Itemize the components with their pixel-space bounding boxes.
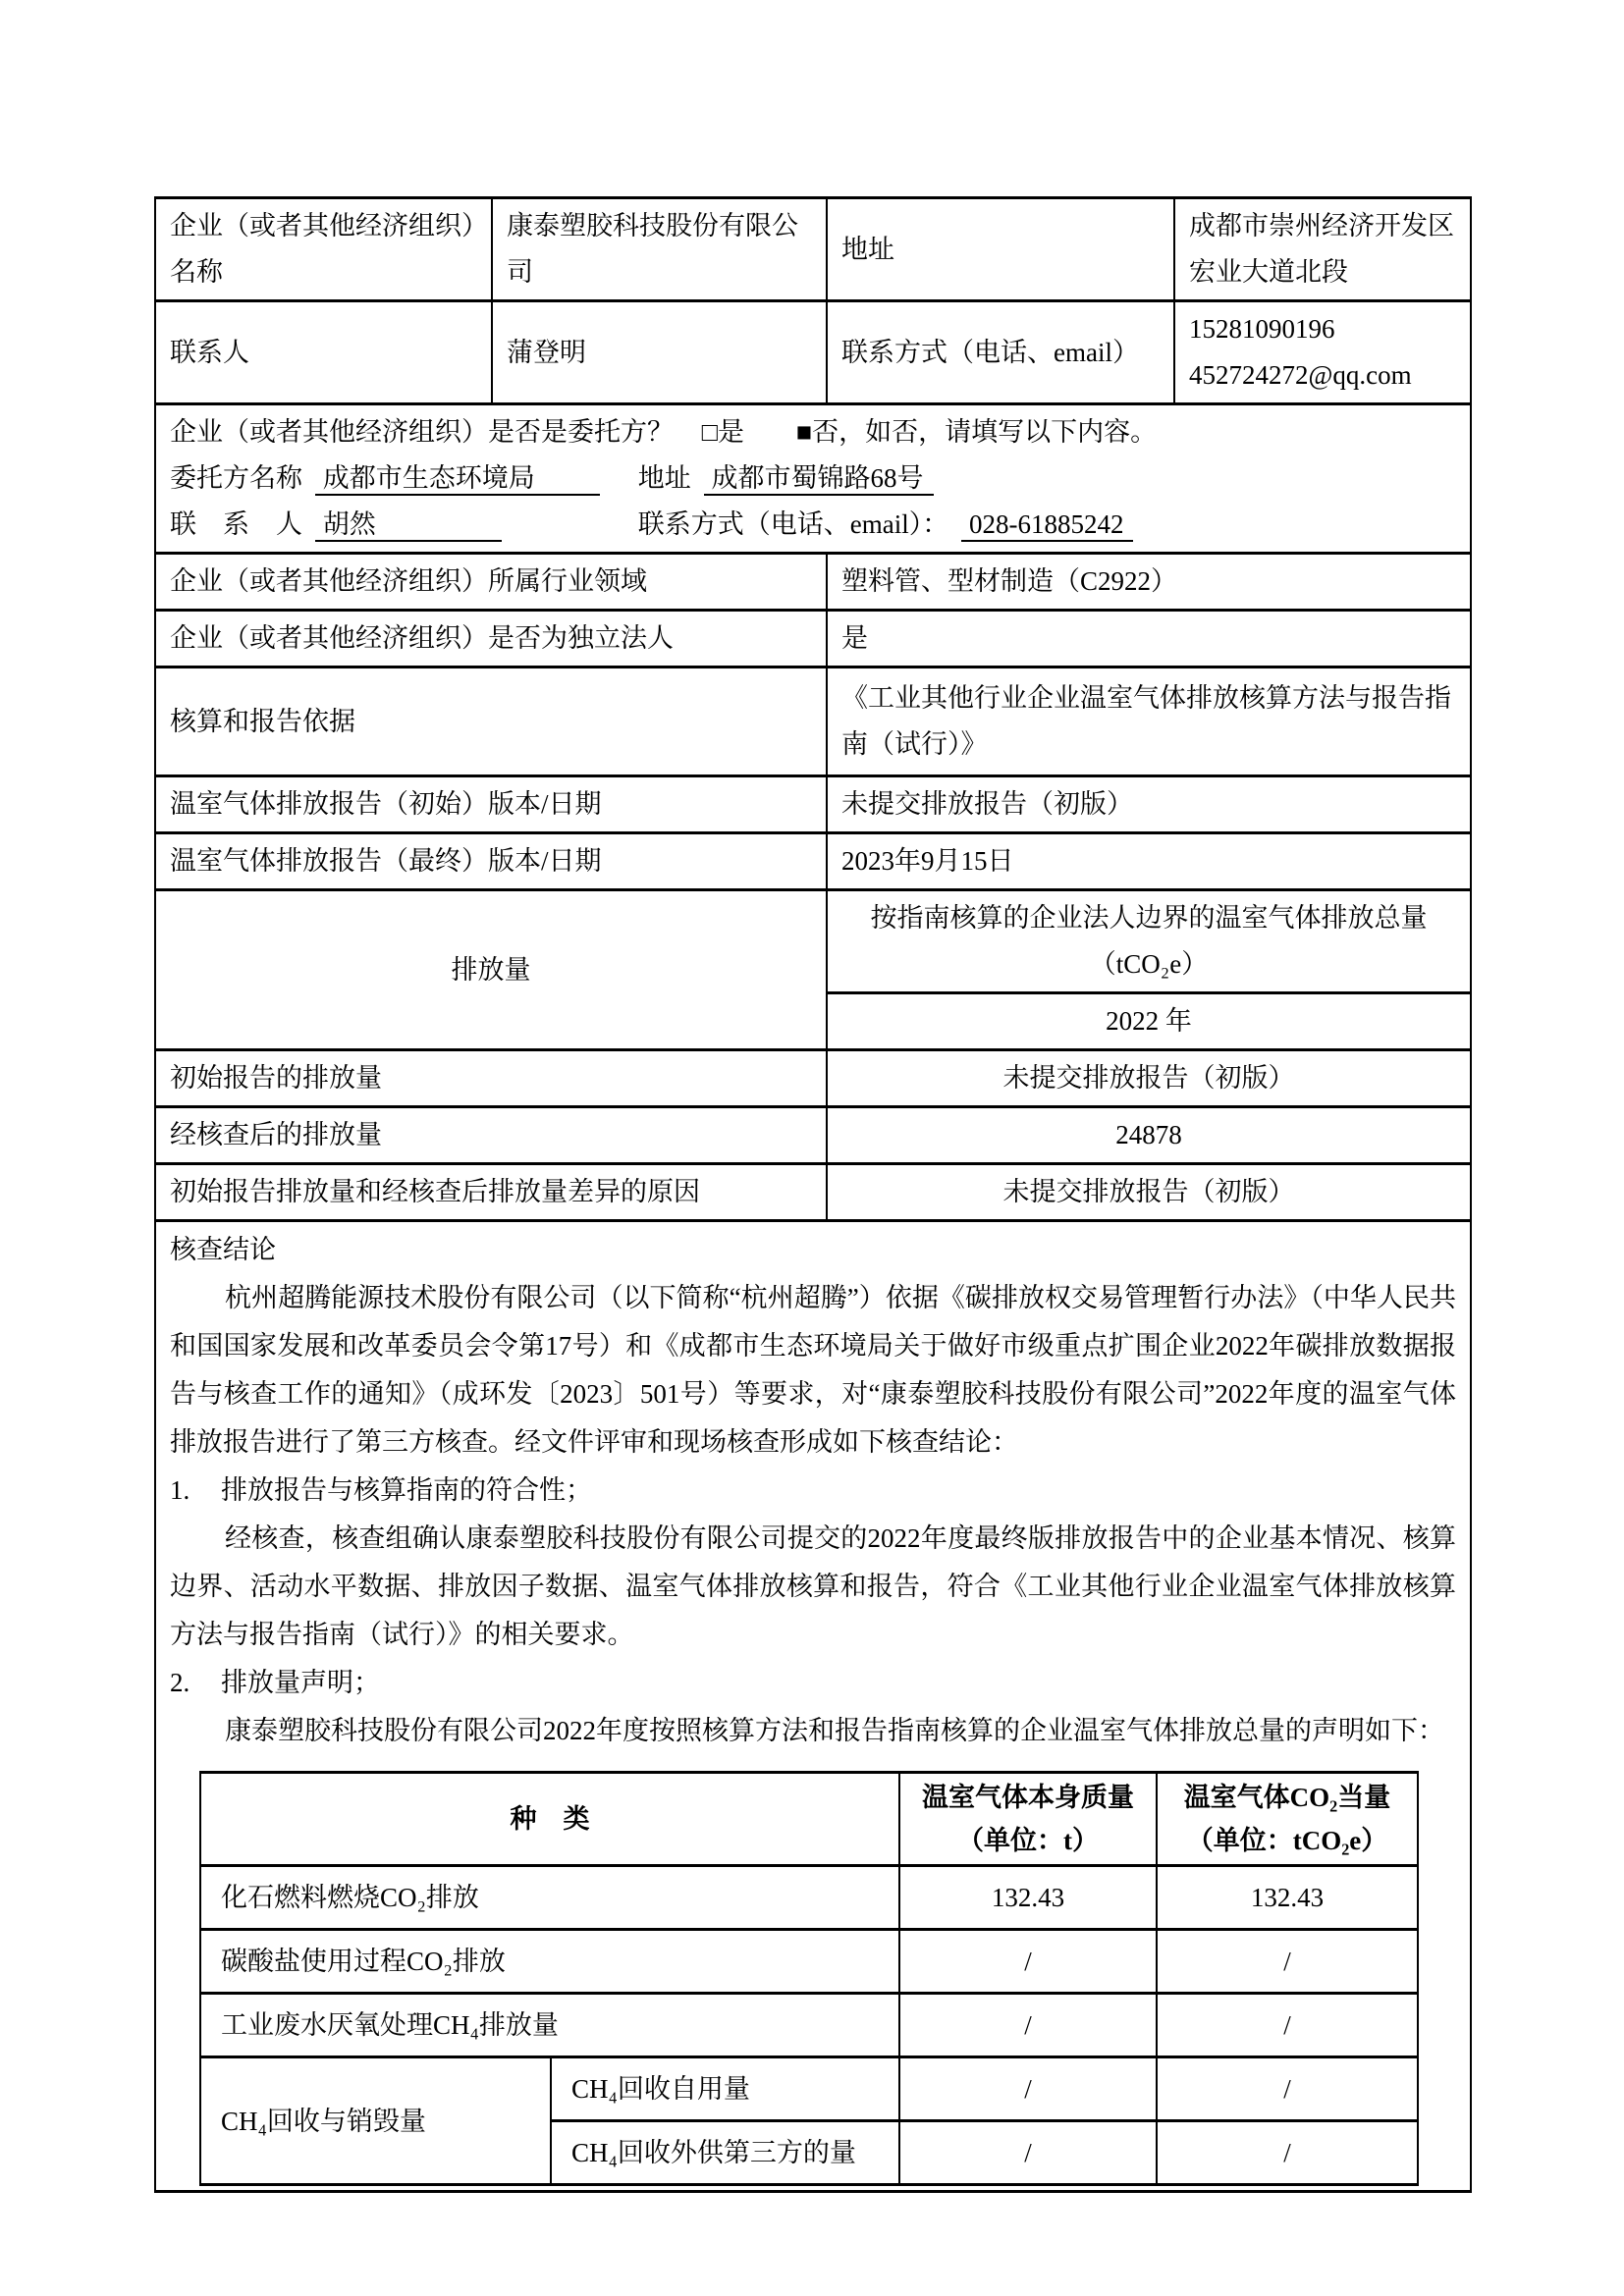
ghg-co2e-value: 132.43	[1157, 1866, 1418, 1930]
emissions-year: 2022 年	[827, 993, 1471, 1050]
emissions-initial-row	[155, 1050, 1471, 1107]
final-report-row	[155, 833, 1471, 890]
ghg-row-fossil	[200, 1866, 1418, 1930]
emissions-difference-label: 初始报告排放量和经核查后排放量差异的原因	[155, 1164, 827, 1221]
company-name-value: 康泰塑胶科技股份有限公司	[492, 198, 827, 301]
ghg-subcategory: CH₄回收自用量	[551, 2057, 899, 2121]
ghg-subcategory: CH₄回收外供第三方的量	[551, 2121, 899, 2185]
ghg-header-co2e: 温室气体CO₂当量（单位：tCO₂e）	[1157, 1773, 1418, 1866]
industry-row	[155, 554, 1471, 611]
initial-report-row	[155, 776, 1471, 833]
emissions-initial-value: 未提交排放报告（初版）	[827, 1050, 1471, 1107]
initial-report-label: 温室气体排放报告（初始）版本/日期	[155, 776, 827, 833]
conclusion-item-2-text: 排放量声明；	[221, 1668, 380, 1697]
industry-label: 企业（或者其他经济组织）所属行业领域	[155, 554, 827, 611]
ghg-category: 化石燃料燃烧CO₂排放	[200, 1866, 899, 1930]
conclusion-item-2	[170, 1659, 1456, 1707]
contact-phone: 15281090196	[1189, 314, 1335, 344]
client-row	[155, 404, 1471, 554]
contact-method-label: 联系方式（电话、email）	[827, 301, 1174, 404]
verification-report	[154, 196, 1470, 2193]
conclusion-item-2-number: 2.	[170, 1668, 190, 1697]
client-contact-label: 联 系 人	[170, 509, 302, 539]
basis-label: 核算和报告依据	[155, 667, 827, 776]
initial-report-value: 未提交排放报告（初版）	[827, 776, 1471, 833]
final-report-label: 温室气体排放报告（最终）版本/日期	[155, 833, 827, 890]
ghg-mass-value: /	[899, 2121, 1157, 2185]
ghg-declaration-table	[199, 1771, 1419, 2186]
conclusion-paragraph-2: 经核查，核查组确认康泰塑胶科技股份有限公司提交的2022年度最终版排放报告中的企业基本情况、核算边界、活动水平数据、排放因子数据、温室气体排放核算和报告，符合《工业其他行业企业温室气体排放核算方法与报告指南（试行）》的相关要求。	[170, 1523, 1456, 1649]
client-contact-line	[170, 502, 1456, 548]
ghg-row-carbonate	[200, 1930, 1418, 1994]
ghg-group-label: CH₄回收与销毁量	[200, 2057, 551, 2185]
emissions-scope: 按指南核算的企业法人边界的温室气体排放总量（tCO₂e）	[827, 890, 1471, 993]
ghg-mass-value: 132.43	[899, 1866, 1157, 1930]
emissions-initial-label: 初始报告的排放量	[155, 1050, 827, 1107]
company-name-label: 企业（或者其他经济组织）名称	[155, 198, 492, 301]
client-address-value: 成都市蜀锦路68号	[704, 463, 934, 496]
contact-label: 联系人	[155, 301, 492, 404]
contact-row	[155, 301, 1471, 404]
contact-value: 蒲登明	[492, 301, 827, 404]
conclusion-row	[155, 1221, 1471, 2192]
emissions-difference-value: 未提交排放报告（初版）	[827, 1164, 1471, 1221]
emissions-verified-row	[155, 1107, 1471, 1164]
contact-method-value	[1174, 301, 1471, 404]
client-name-label: 委托方名称	[170, 463, 302, 493]
checkbox-yes-option: □是	[701, 417, 745, 447]
ghg-co2e-value: /	[1157, 2057, 1418, 2121]
independent-row	[155, 611, 1471, 667]
basis-value: 《工业其他行业企业温室气体排放核算方法与报告指南（试行）》	[827, 667, 1471, 776]
ghg-header-mass: 温室气体本身质量（单位：t）	[899, 1773, 1157, 1866]
ghg-row-ch4-self	[200, 2057, 1418, 2121]
conclusion-title: 核查结论	[170, 1235, 276, 1264]
ghg-header-row	[200, 1773, 1418, 1866]
contact-email: 452724272@qq.com	[1189, 360, 1412, 390]
company-address-label: 地址	[827, 198, 1174, 301]
conclusion-item-1	[170, 1467, 1456, 1515]
client-contact-value: 胡然	[315, 509, 502, 542]
company-row	[155, 198, 1471, 301]
client-contact-group	[170, 502, 631, 548]
ghg-co2e-value: /	[1157, 1930, 1418, 1994]
industry-value: 塑料管、型材制造（C2922）	[827, 554, 1471, 611]
company-address-value: 成都市崇州经济开发区宏业大道北段	[1174, 198, 1471, 301]
ghg-category: 碳酸盐使用过程CO₂排放	[200, 1930, 899, 1994]
ghg-co2e-value: /	[1157, 1994, 1418, 2057]
client-question-line	[170, 409, 1456, 455]
final-report-value: 2023年9月15日	[827, 833, 1471, 890]
conclusion-paragraph-1: 杭州超腾能源技术股份有限公司（以下简称“杭州超腾”）依据《碳排放权交易管理暂行办法》（中华人民共和国国家发展和改革委员会令第17号）和《成都市生态环境局关于做好市级重点扩围企业2022年碳排放数据报告与核查工作的通知》（成环发〔2023〕501号）等要求，对“康泰塑胶科技股份有限公司”2022年度的温室气体排放报告进行了第三方核查。经文件评审和现场核查形成如下核查结论：	[170, 1283, 1456, 1457]
emissions-label: 排放量	[155, 890, 827, 1050]
conclusion-item-1-number: 1.	[170, 1475, 190, 1505]
client-name-value: 成都市生态环境局	[315, 463, 600, 496]
client-name-group	[170, 455, 631, 502]
client-name-line	[170, 455, 1456, 502]
client-address-label: 地址	[637, 463, 691, 493]
client-phone-label: 联系方式（电话、email）：	[637, 509, 949, 539]
independent-value: 是	[827, 611, 1471, 667]
emissions-verified-label: 经核查后的排放量	[155, 1107, 827, 1164]
emissions-scope-row	[155, 890, 1471, 993]
ghg-mass-value: /	[899, 1930, 1157, 1994]
ghg-row-wastewater	[200, 1994, 1418, 2057]
ghg-category: 工业废水厌氧处理CH₄排放量	[200, 1994, 899, 2057]
basis-row	[155, 667, 1471, 776]
ghg-mass-value: /	[899, 2057, 1157, 2121]
client-question: 企业（或者其他经济组织）是否是委托方？	[170, 417, 674, 447]
client-cell	[155, 404, 1471, 554]
report-info-table	[154, 196, 1472, 2193]
emissions-verified-value: 24878	[827, 1107, 1471, 1164]
checkbox-no-option: ■否，如否，请填写以下内容。	[795, 417, 1158, 447]
ghg-header-category: 种 类	[200, 1773, 899, 1866]
emissions-difference-row	[155, 1164, 1471, 1221]
independent-label: 企业（或者其他经济组织）是否为独立法人	[155, 611, 827, 667]
client-phone-value: 028-61885242	[961, 509, 1134, 542]
conclusion-paragraph-3: 康泰塑胶科技股份有限公司2022年度按照核算方法和报告指南核算的企业温室气体排放总量的声明如下：	[225, 1716, 1444, 1745]
conclusion-item-1-text: 排放报告与核算指南的符合性；	[221, 1475, 592, 1505]
conclusion-cell	[155, 1221, 1471, 2192]
ghg-co2e-value: /	[1157, 2121, 1418, 2185]
ghg-mass-value: /	[899, 1994, 1157, 2057]
